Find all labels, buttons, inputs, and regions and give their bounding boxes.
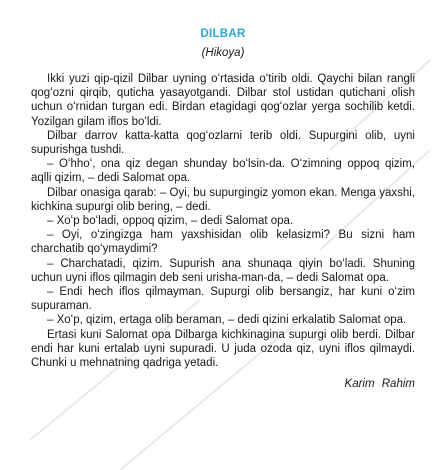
paragraph: – Xoʻp, qizim, ertaga olib beraman, – dedi qizini erkalatib Salomat opa. xyxy=(47,314,407,327)
paragraph: Ikki yuzi qip-qizil Dilbar uyning oʻrtasida oʻtirib oldi. Qaychi bilan rangli qogʻozni qirqib, quticha yasayotgandi. Dilbar stol ustidan qutichani olish uchun oʻrnidan turgan edi. Birdan etagidagi qogʻozlar yerga sochilib ketdi. Yozilgan gilam iflos boʻldi. xyxy=(31,73,415,128)
document-page xyxy=(31,28,415,390)
story-body xyxy=(31,72,415,370)
paragraph: – Oʻhhoʻ, ona qiz degan shunday boʻlsin-da. Oʻzimning oppoq qizim, aqlli qizim, – dedi Salomat opa. xyxy=(31,158,415,185)
paragraph: – Charchatadi, qizim. Supurish ana shunaqa qiyin boʻladi. Shuning uchun uyni iflos qilmagin deb seni urisha-man-da, – dedi Salomat opa. xyxy=(31,257,415,284)
story-genre: (Hikoya) xyxy=(201,47,245,59)
paragraph: – Endi hech iflos qilmayman. Supurgi olib bersangiz, har kuni oʻzim supuraman. xyxy=(31,286,415,313)
story-title: DILBAR xyxy=(200,28,246,40)
paragraph: Dilbar darrov katta-katta qogʻozlarni terib oldi. Supurgini olib, uyni supurishga tushdi. xyxy=(31,129,415,157)
paragraph: – Xoʻp boʻladi, oppoq qizim, – dedi Salomat opa. xyxy=(47,215,294,228)
paragraph: Ertasi kuni Salomat opa Dilbarga kichkinagina supurgi olib berdi. Dilbar endi har kuni ertalab uyni supuradi. U juda ozoda qiz, uyni iflos qilmaydi. Chunki u mehnatning qadriga yetadi. xyxy=(31,328,415,370)
paragraph: Dilbar onasiga qarab: – Oyi, bu supurgingiz yomon ekan. Menga yaxshi, kichkina supurgi olib bering, – dedi. xyxy=(31,186,415,213)
paragraph: – Oyi, oʻzingizga ham yaxshisidan olib kelasizmi? Bu sizni ham charchatib qoʻymaydimi? xyxy=(31,229,415,256)
story-author: Karim Rahim xyxy=(344,378,415,391)
